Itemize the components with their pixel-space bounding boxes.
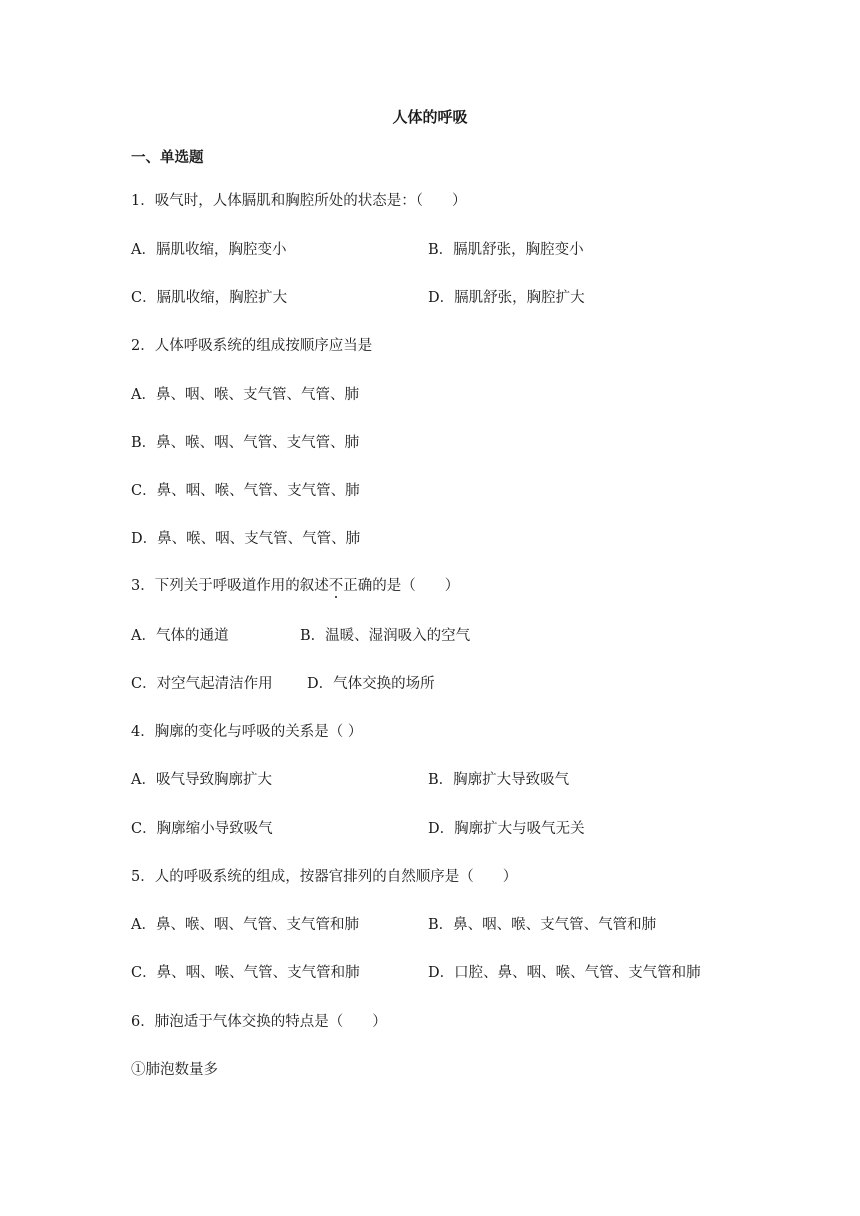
question-1-option-c: C．膈肌收缩，胸腔扩大 (131, 290, 288, 306)
question-3-option-b: B．温暖、湿润吸入的空气 (300, 628, 471, 644)
question-5-stem: 5．人的呼吸系统的组成，按器官排列的自然顺序是（ ） (131, 869, 518, 885)
question-6-item-1: ①肺泡数量多 (131, 1062, 218, 1078)
question-5-option-d: D．口腔、鼻、咽、喉、气管、支气管和肺 (428, 965, 701, 981)
question-1-option-d: D．膈肌舒张，胸腔扩大 (428, 290, 585, 306)
question-3-option-d: D．气体交换的场所 (307, 676, 435, 692)
question-1-option-b: B．膈肌舒张，胸腔变小 (428, 242, 584, 258)
question-1-option-a: A．膈肌收缩，胸腔变小 (131, 242, 287, 258)
question-3-stem-after: 正确的是（ ） (343, 578, 460, 594)
question-3-option-a: A．气体的通道 (131, 628, 229, 644)
question-3-stem-before: 3．下列关于呼吸道作用的叙述 (131, 578, 329, 594)
question-4-stem: 4．胸廓的变化与呼吸的关系是（ ） (131, 724, 363, 740)
section-heading: 一、单选题 (131, 149, 204, 166)
question-6-stem: 6．肺泡适于气体交换的特点是（ ） (131, 1014, 387, 1030)
question-5-option-c: C．鼻、咽、喉、气管、支气管和肺 (131, 965, 360, 981)
question-5-option-a: A．鼻、喉、咽、气管、支气管和肺 (131, 917, 359, 933)
question-5-option-b: B．鼻、咽、喉、支气管、气管和肺 (428, 917, 657, 933)
question-2-option-b: B．鼻、喉、咽、气管、支气管、肺 (131, 435, 360, 451)
question-2-option-a: A．鼻、咽、喉、支气管、气管、肺 (131, 387, 359, 403)
question-4-option-a: A．吸气导致胸廓扩大 (131, 772, 272, 788)
question-3-stem (131, 576, 459, 596)
question-2-option-c: C．鼻、咽、喉、气管、支气管、肺 (131, 483, 360, 499)
question-4-option-c: C．胸廓缩小导致吸气 (131, 821, 273, 837)
question-3-option-c: C．对空气起清洁作用 (131, 676, 273, 692)
question-3-emphasis-mark: 不 (328, 578, 344, 594)
question-2-option-d: D．鼻、喉、咽、支气管、气管、肺 (131, 531, 361, 547)
question-4-option-d: D．胸廓扩大与吸气无关 (428, 821, 585, 837)
question-1-stem: 1．吸气时，人体膈肌和胸腔所处的状态是：（ ） (131, 193, 467, 209)
document-title: 人体的呼吸 (392, 108, 468, 126)
question-2-stem: 2．人体呼吸系统的组成按顺序应当是 (131, 338, 373, 354)
question-4-option-b: B．胸廓扩大导致吸气 (428, 772, 570, 788)
